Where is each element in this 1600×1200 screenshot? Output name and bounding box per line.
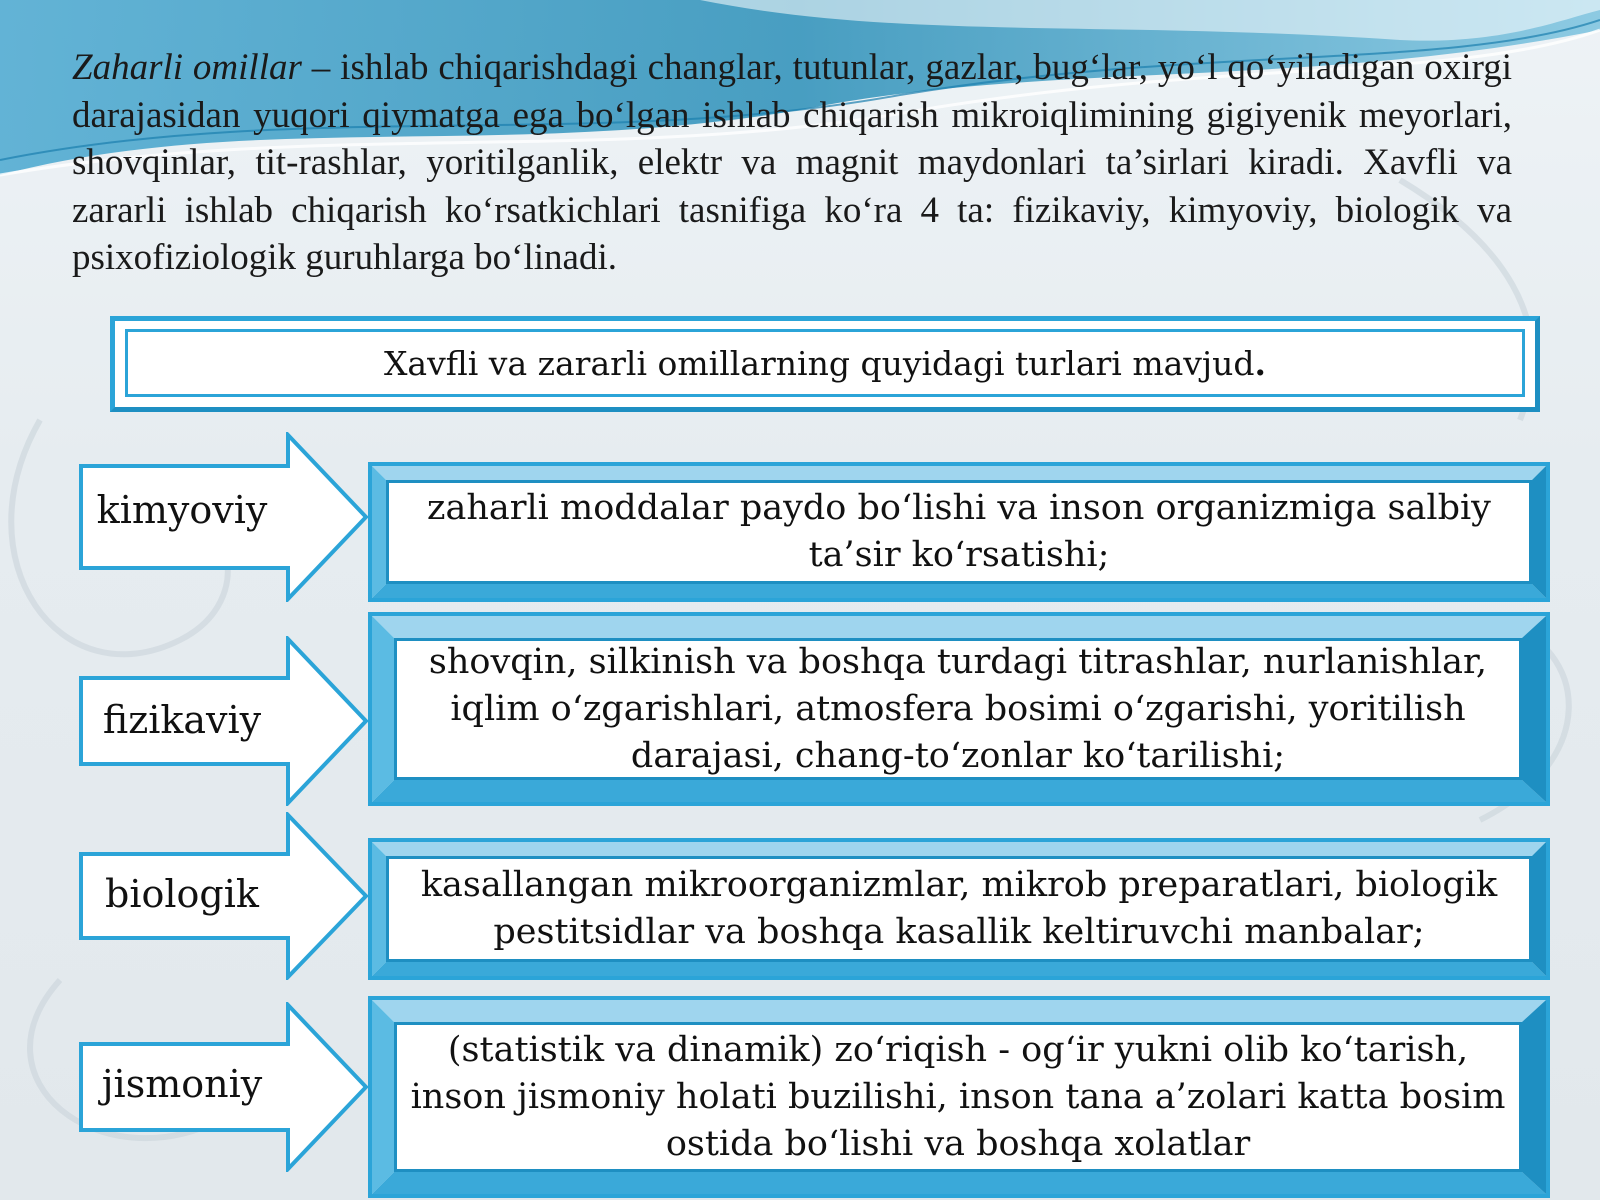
header-text: Xavfli va zararli omillarning quyidagi turlari mavjud xyxy=(383,343,1255,383)
factor-description-box xyxy=(368,612,1550,806)
factor-label: biologik xyxy=(105,872,259,916)
factor-description-box xyxy=(368,996,1550,1198)
factor-arrow-jismoniy xyxy=(78,1002,370,1172)
factor-description: kasallangan mikroorganizmlar, mikrob preparatlari, biologik pestitsidlar va boshqa kasallik keltiruvchi manbalar; xyxy=(386,856,1532,962)
factor-arrow-biologik xyxy=(78,812,370,980)
factor-description-box xyxy=(368,462,1550,602)
factor-description-box xyxy=(368,838,1550,980)
factor-description: (statistik va dinamik) zo‘riqish - og‘ir yukni olib ko‘tarish, inson jismoniy holati buzilishi, inson tana a’zolari katta bosim ostida bo‘lishi va boshqa xolatlar xyxy=(394,1022,1522,1172)
factors-header-text xyxy=(125,329,1525,397)
factor-description: zaharli moddalar paydo bo‘lishi va inson organizmiga salbiy ta’sir ko‘rsatishi; xyxy=(386,480,1532,584)
factor-label: jismoniy xyxy=(101,1062,263,1106)
intro-term: Zaharli omillar xyxy=(72,47,302,88)
factors-header-box xyxy=(110,316,1540,412)
header-period: . xyxy=(1254,343,1267,383)
factor-arrow-kimyoviy xyxy=(78,432,370,602)
factor-arrow-fizikaviy xyxy=(78,636,370,806)
intro-body: – ishlab chiqarishdagi changlar, tutunlar, gazlar, bug‘lar, yo‘l qo‘yiladigan oxirgi darajasidan yuqori qiymatga ega bo‘lgan ishlab chiqarish mikroiqlimining gigiyenik meyorlari, shovqinlar, tit-rashlar, yoritilganlik, elektr va magnit maydonlari ta’sirlari kiradi. Xavfli va zararli ishlab chiqarish ko‘rsatkichlari tasnifiga ko‘ra 4 ta: fizikaviy, kimyoviy, biologik va psixofiziologik guruhlarga bo‘linadi. xyxy=(72,47,1513,278)
factor-label: kimyoviy xyxy=(96,488,268,532)
factor-label: fizikaviy xyxy=(102,698,262,742)
factor-description: shovqin, silkinish va boshqa turdagi titrashlar, nurlanishlar, iqlim o‘zgarishlari, atmosfera bosimi o‘zgarishi, yoritilish darajasi, chang-to‘zonlar ko‘tarilishi; xyxy=(394,638,1522,780)
intro-paragraph xyxy=(72,44,1512,282)
